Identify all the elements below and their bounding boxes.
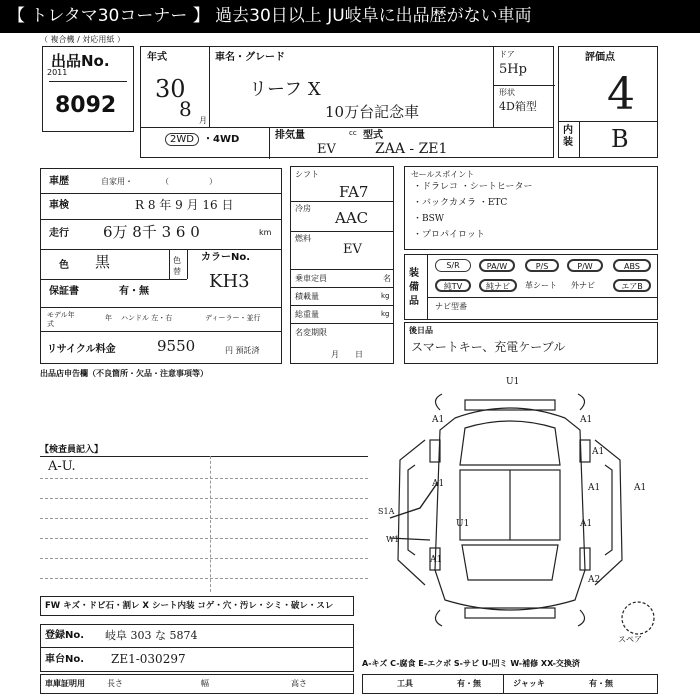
jack-options: 有・無 (589, 679, 613, 688)
equip-tv: 純TV (435, 279, 471, 292)
header-note: （ 複合機 / 対応用紙 ） (40, 35, 125, 44)
month-value: 8 (179, 97, 192, 121)
model-value: ZAA - ZE1 (375, 141, 448, 157)
doors-value: 5Hp (499, 62, 527, 77)
equip-paw: PA/W (479, 259, 515, 272)
sales-point-item: ・BSW (413, 214, 445, 224)
drive-2wd: 2WD (165, 133, 199, 146)
score-label: 評価点 (585, 52, 615, 63)
damage-mark: U1 (506, 377, 520, 387)
color-code-value: KH3 (209, 271, 250, 292)
navi-model-label: ナビ型番 (435, 302, 467, 311)
damage-mark: S1A (378, 507, 395, 516)
sales-points-box (404, 166, 658, 250)
left-table (40, 168, 282, 364)
car-info-box (140, 46, 554, 158)
extras-label: 後日品 (409, 326, 433, 335)
lot-year-code: 2011 (47, 68, 68, 77)
ac-value: AAC (335, 209, 369, 227)
sales-point-item: ・バックカメラ ・ETC (413, 198, 508, 208)
fuel-value: EV (343, 242, 362, 257)
interior-label: 内装 (563, 125, 573, 148)
equip-abs: ABS (613, 259, 651, 272)
damage-mark: A1 (580, 415, 593, 425)
mileage-unit: km (259, 228, 272, 237)
registration-label: 登録No. (45, 630, 85, 641)
equip-pw: P/W (567, 259, 603, 272)
recycle-value: 9550 (157, 337, 196, 355)
shift-value: FA7 (339, 183, 369, 201)
certificate-box (40, 674, 354, 694)
history-change-label: 名変期限 (295, 328, 327, 337)
mid-table (290, 166, 394, 364)
certificate-width: 幅 (201, 679, 209, 688)
extras-box (404, 322, 658, 364)
damage-legend: A-キズ C-腐食 E-エクボ S-サビ U-凹ミ W-補修 XX-交換済 (362, 659, 580, 668)
mileage-value: 6万 8千 3 6 0 (103, 223, 200, 241)
displacement-unit: cc (349, 129, 357, 137)
month-unit: 月 (199, 116, 207, 125)
lot-number: 8092 (55, 93, 117, 118)
equipment-label: 装備品 (409, 268, 419, 307)
tools-label: 工具 (397, 679, 413, 688)
shape-label: 形状 (499, 88, 515, 97)
equip-navi: 純ナビ (479, 279, 517, 292)
interior-damage-text: FW キズ・ドビ石・割レ X シート内装 コゲ・穴・汚レ・シミ・破レ・スレ (45, 601, 334, 611)
damage-mark: A1 (432, 479, 445, 489)
load-unit: kg (381, 292, 390, 300)
history-paren: （ ） (161, 177, 217, 186)
equip-ext-navi: 外ナビ (571, 281, 595, 290)
mileage-label: 走行 (49, 228, 69, 239)
title-banner: 【 トレタマ30コーナー 】 過去30日以上 JU岐阜に出品歴がない車両 (0, 0, 700, 33)
damage-mark: A1 (432, 415, 445, 425)
fuel-label: 燃料 (295, 234, 311, 243)
damage-mark: A1 (634, 483, 647, 493)
warranty-value: 有・無 (119, 286, 149, 297)
sales-points-label: セールスポイント (411, 170, 475, 179)
capacity-unit: 名 (383, 274, 391, 283)
extras-value: スマートキー、充電ケーブル (411, 340, 566, 354)
shift-label: シフト (295, 170, 319, 179)
sales-point-item: ・プロパイロット (413, 230, 485, 240)
equipment-box (404, 254, 658, 320)
car-name: リーフ X (249, 79, 321, 100)
displacement-value: EV (317, 142, 336, 157)
frame-label: 車台No. (45, 654, 85, 665)
damage-mark: A2 (588, 575, 601, 585)
weight-label: 総重量 (295, 310, 319, 319)
damage-mark: A1 (588, 483, 601, 493)
model-label: 型式 (363, 130, 383, 141)
sales-point-item: ・ドラレコ ・シートヒーター (413, 182, 533, 192)
drive-4wd: ・4WD (203, 134, 240, 145)
spare-label: スペア (618, 635, 642, 644)
equip-leather: 革シート (525, 281, 557, 290)
equip-sr: S/R (435, 259, 471, 272)
recycle-label: リサイクル料金 (47, 344, 116, 355)
certificate-height: 高さ (291, 679, 307, 688)
report-label: 出品店申告欄（不良箇所・欠品・注意事項等） (40, 369, 208, 378)
displacement-label: 排気量 (275, 130, 305, 141)
equip-ps: P/S (525, 259, 559, 272)
year-value: 30 (155, 75, 186, 103)
registration-box (40, 624, 354, 672)
car-grade: 10万台記念車 (325, 103, 420, 121)
handle-options: ハンドル 左・右 (121, 314, 173, 322)
color-change: 色替 (173, 256, 181, 276)
model-gen-label: モデル年式 (47, 311, 75, 328)
history-change-unit: 月 日 (331, 350, 363, 359)
car-diagram (370, 370, 670, 650)
history-label: 車歴 (49, 176, 69, 187)
weight-unit: kg (381, 310, 390, 318)
doors-label: ドア (499, 50, 515, 59)
certificate-length: 長さ (107, 679, 123, 688)
inspector-note: A-U. (48, 459, 76, 474)
tools-box (362, 674, 658, 694)
name-label: 車名・グレード (215, 52, 285, 63)
equip-airbag: エアB (613, 279, 651, 292)
warranty-label: 保証書 (49, 286, 79, 297)
frame-value: ZE1-030297 (111, 652, 186, 666)
interior-value: B (611, 125, 629, 153)
color-code-label: カラーNo. (201, 252, 251, 263)
lot-box (42, 46, 134, 132)
damage-mark: A1 (580, 519, 593, 529)
rating-box (558, 46, 658, 158)
certificate-label: 車庫証明用 (45, 679, 85, 688)
score-value: 4 (607, 69, 635, 120)
history-options: 自家用・ (101, 177, 133, 186)
year-label: 年式 (147, 52, 167, 63)
registration-value: 岐阜 303 な 5874 (105, 629, 198, 642)
tools-options: 有・無 (457, 679, 481, 688)
inspector-label: 【検査員記入】 (40, 445, 104, 455)
dealer-options: ディーラー・並行 (205, 314, 261, 322)
model-gen-year: 年 (105, 314, 112, 322)
damage-mark: W1 (386, 535, 400, 544)
inspection-label: 車検 (49, 200, 69, 211)
capacity-label: 乗車定員 (295, 274, 327, 283)
shape-value: 4D箱型 (499, 100, 537, 113)
lot-label: 出品No. (51, 52, 110, 70)
damage-mark: U1 (456, 519, 470, 529)
interior-damage-row (40, 596, 354, 616)
ac-label: 冷房 (295, 204, 311, 213)
load-label: 積載量 (295, 292, 319, 301)
damage-mark: A1 (430, 555, 443, 565)
color-label: 色 (59, 260, 69, 271)
jack-label: ジャッキ (513, 679, 545, 688)
damage-mark: A1 (592, 447, 605, 457)
color-value: 黒 (95, 253, 111, 271)
recycle-unit: 円 預託済 (225, 346, 260, 355)
inspection-value: R 8 年 9 月 16 日 (135, 198, 234, 212)
